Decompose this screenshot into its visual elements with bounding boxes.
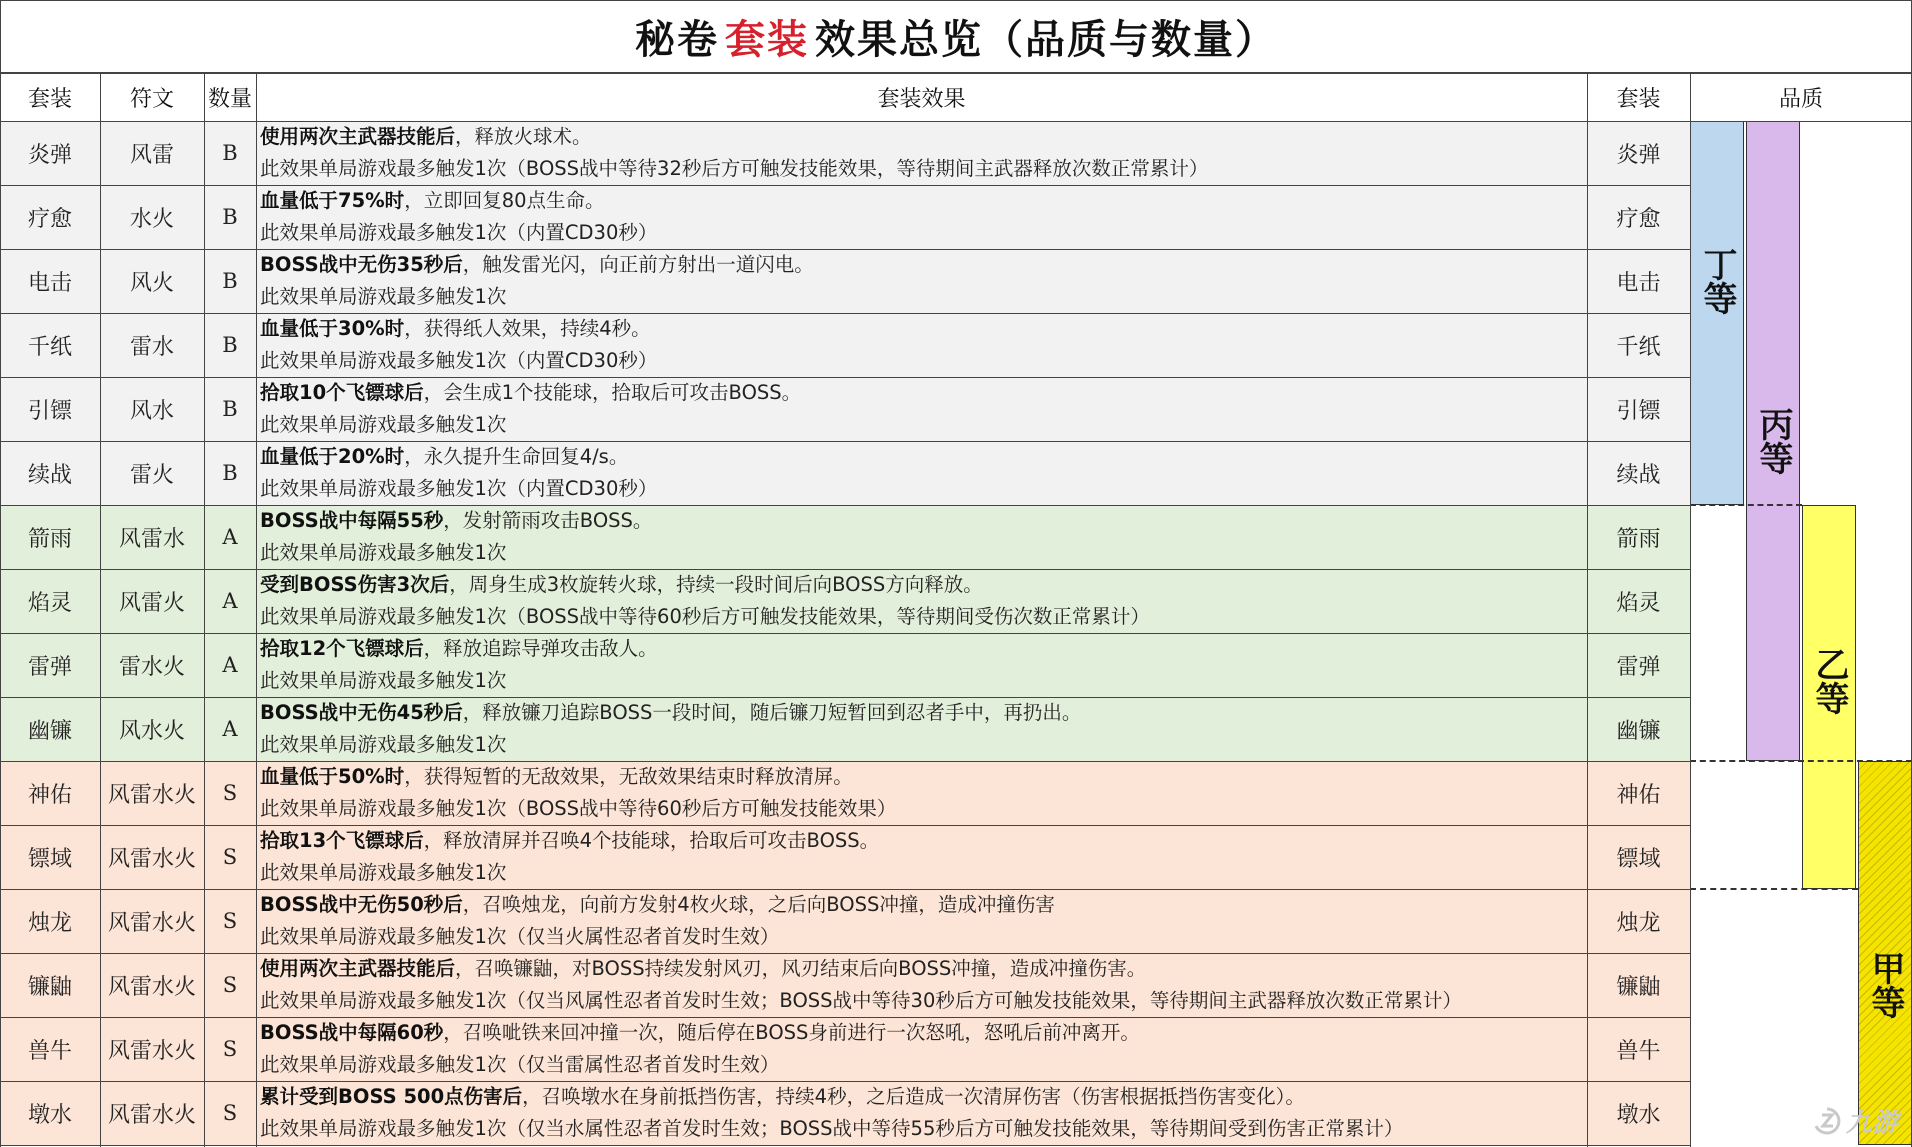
effect-description (256, 761, 1587, 825)
grid-line (0, 889, 1690, 890)
set-name: 焰灵 (0, 569, 100, 633)
set-name-right: 镰鼬 (1587, 953, 1690, 1017)
set-name-right: 箭雨 (1587, 505, 1690, 569)
watermark-logo (1812, 1102, 1898, 1139)
effect-description (256, 889, 1587, 953)
rune-combo: 水火 (100, 185, 204, 249)
grid-line (0, 953, 1690, 954)
rune-combo: 雷水 (100, 313, 204, 377)
set-name: 雷弹 (0, 633, 100, 697)
effect-trigger: 血量低于50%时 (260, 765, 405, 788)
set-name: 烛龙 (0, 889, 100, 953)
grid-line (0, 1081, 1690, 1082)
grid-line (0, 569, 1690, 570)
effect-trigger: BOSS战中每隔55秒 (260, 509, 444, 532)
rune-combo: 风雷水火 (100, 1017, 204, 1081)
header-effect: 套装效果 (877, 86, 966, 112)
piece-count: A (204, 697, 256, 761)
effect-trigger: 受到BOSS伤害3次后 (260, 573, 450, 596)
piece-count: S (204, 953, 256, 1017)
effect-limit: 此效果单局游戏最多触发1次（BOSS战中等待32秒后方可触发技能效果，等待期间主武器释放次数正常累计） (260, 156, 1209, 180)
effect-result: ，获得短暂的无敌效果，无敌效果结束时释放清屏。 (404, 765, 853, 788)
effect-trigger: 血量低于20%时 (260, 445, 405, 468)
quality-yi-label: 乙等 (1809, 647, 1849, 715)
effect-result: ，召唤烛龙，向前方发射4枚火球，之后向BOSS冲撞，造成冲撞伤害 (462, 893, 1055, 916)
effect-trigger: 累计受到BOSS 500点伤害后 (260, 1085, 523, 1108)
effect-limit: 此效果单局游戏最多触发1次 (260, 860, 507, 884)
grid-line (100, 73, 101, 1147)
piece-count: S (204, 825, 256, 889)
effect-result: ，释放追踪导弹攻击敌人。 (423, 637, 658, 660)
effect-limit: 此效果单局游戏最多触发1次 (260, 540, 507, 564)
effect-limit: 此效果单局游戏最多触发1次（BOSS战中等待60秒后方可触发技能效果） (260, 796, 897, 820)
set-name: 续战 (0, 441, 100, 505)
rune-combo: 风水 (100, 377, 204, 441)
effect-result: ，立即回复80点生命。 (404, 189, 605, 212)
grid-line (0, 1145, 1690, 1146)
grid-line (0, 441, 1690, 442)
rune-combo: 雷水火 (100, 633, 204, 697)
rune-combo: 风水火 (100, 697, 204, 761)
effect-limit: 此效果单局游戏最多触发1次 (260, 284, 507, 308)
title-highlight: 套装 (725, 17, 809, 63)
piece-count: B (204, 185, 256, 249)
effect-limit: 此效果单局游戏最多触发1次（内置CD30秒） (260, 220, 658, 244)
effect-limit: 此效果单局游戏最多触发1次 (260, 668, 507, 692)
effect-description (256, 953, 1587, 1017)
effect-description (256, 697, 1587, 761)
effect-result: ，永久提升生命回复4/s。 (404, 445, 629, 468)
piece-count: B (204, 121, 256, 185)
effect-description (256, 569, 1587, 633)
effect-result: ，召唤墩水在身前抵挡伤害，持续4秒，之后造成一次清屏伤害（伤害根据抵挡伤害变化）。 (522, 1085, 1305, 1108)
set-name: 电击 (0, 249, 100, 313)
set-name-right: 幽镰 (1587, 697, 1690, 761)
effect-trigger: BOSS战中无伤50秒后 (260, 893, 463, 916)
header-quality: 品质 (1778, 86, 1823, 112)
effect-limit: 此效果单局游戏最多触发1次 (260, 732, 507, 756)
piece-count: S (204, 889, 256, 953)
rune-combo: 风雷水火 (100, 825, 204, 889)
header-count: 数量 (207, 86, 252, 112)
effect-result: ，召唤呲铁来回冲撞一次，随后停在BOSS身前进行一次怒吼，怒吼后前冲离开。 (443, 1021, 1140, 1044)
set-name: 镰鼬 (0, 953, 100, 1017)
grid-line (0, 505, 1690, 506)
effect-description (256, 313, 1587, 377)
piece-count: B (204, 313, 256, 377)
set-name-right: 千纸 (1587, 313, 1690, 377)
grid-line (0, 73, 1, 1147)
set-name-right: 镖域 (1587, 825, 1690, 889)
piece-count: A (204, 633, 256, 697)
title-prefix: 秘卷 (635, 17, 719, 63)
grid-line (0, 249, 1690, 250)
piece-count: A (204, 505, 256, 569)
rune-combo: 雷火 (100, 441, 204, 505)
set-name-right: 疗愈 (1587, 185, 1690, 249)
set-name: 箭雨 (0, 505, 100, 569)
set-name: 引镖 (0, 377, 100, 441)
effect-limit: 此效果单局游戏最多触发1次（仅当雷属性忍者首发时生效） (260, 1052, 780, 1076)
grid-line (0, 121, 1912, 122)
rune-combo: 风雷水火 (100, 953, 204, 1017)
effect-limit: 此效果单局游戏最多触发1次（仅当火属性忍者首发时生效） (260, 924, 780, 948)
rune-combo: 风雷火 (100, 569, 204, 633)
set-name: 兽牛 (0, 1017, 100, 1081)
effect-result: ，触发雷光闪，向正前方射出一道闪电。 (462, 253, 814, 276)
grid-line (256, 73, 257, 1147)
piece-count: B (204, 441, 256, 505)
effect-limit: 此效果单局游戏最多触发1次（仅当水属性忍者首发时生效；BOSS战中等待55秒后方可触发技能效果，等待期间受到伤害正常累计） (260, 1116, 1404, 1140)
piece-count: A (204, 569, 256, 633)
grid-line (0, 825, 1690, 826)
grid-line (1690, 73, 1691, 1147)
effect-result: ，周身生成3枚旋转火球，持续一段时间后向BOSS方向释放。 (449, 573, 983, 596)
effect-result: ，获得纸人效果，持续4秒。 (404, 317, 651, 340)
effect-trigger: 血量低于75%时 (260, 189, 405, 212)
title-suffix: 效果总览（品质与数量） (815, 17, 1277, 63)
set-name-right: 续战 (1587, 441, 1690, 505)
effect-limit: 此效果单局游戏最多触发1次（BOSS战中等待60秒后方可触发技能效果，等待期间受伤次数正常累计） (260, 604, 1150, 628)
effect-description (256, 377, 1587, 441)
piece-count: S (204, 1017, 256, 1081)
effect-description (256, 249, 1587, 313)
set-name-right: 焰灵 (1587, 569, 1690, 633)
grid-line (0, 377, 1690, 378)
rune-combo: 风火 (100, 249, 204, 313)
quality-divider (1690, 760, 1912, 762)
quality-divider (1690, 504, 1802, 506)
set-name-right: 电击 (1587, 249, 1690, 313)
effect-description (256, 825, 1587, 889)
rune-combo: 风雷水 (100, 505, 204, 569)
effect-trigger: 拾取10个飞镖球后 (260, 381, 424, 404)
effect-result: ，释放镰刀追踪BOSS一段时间，随后镰刀短暂回到忍者手中，再扔出。 (462, 701, 1082, 724)
effect-limit: 此效果单局游戏最多触发1次（仅当风属性忍者首发时生效；BOSS战中等待30秒后方可触发技能效果，等待期间主武器释放次数正常累计） (260, 988, 1462, 1012)
set-name-right: 引镖 (1587, 377, 1690, 441)
piece-count: B (204, 377, 256, 441)
grid-line (0, 633, 1690, 634)
grid-line (0, 73, 1912, 74)
quality-ding-label: 丁等 (1697, 247, 1737, 315)
grid-line (0, 697, 1690, 698)
grid-line (1587, 73, 1588, 1147)
piece-count: S (204, 1081, 256, 1145)
effect-limit: 此效果单局游戏最多触发1次 (260, 412, 507, 436)
header-set-right: 套装 (1616, 86, 1661, 112)
grid-line (0, 185, 1690, 186)
effect-description (256, 441, 1587, 505)
effect-result: ，会生成1个技能球，拾取后可攻击BOSS。 (423, 381, 802, 404)
effect-trigger: BOSS战中无伤35秒后 (260, 253, 463, 276)
sheet-title (0, 0, 1912, 73)
set-name-right: 兽牛 (1587, 1017, 1690, 1081)
rune-combo: 风雷水火 (100, 1081, 204, 1145)
rune-combo: 风雷水火 (100, 889, 204, 953)
effect-description (256, 1017, 1587, 1081)
set-name: 幽镰 (0, 697, 100, 761)
effect-description (256, 185, 1587, 249)
rune-combo: 风雷 (100, 121, 204, 185)
set-name: 镖域 (0, 825, 100, 889)
quality-bing-label: 丙等 (1753, 407, 1793, 475)
effect-limit: 此效果单局游戏最多触发1次（内置CD30秒） (260, 348, 658, 372)
effect-trigger: 拾取13个飞镖球后 (260, 829, 424, 852)
effect-result: ，释放火球术。 (455, 125, 592, 148)
set-name: 炎弹 (0, 121, 100, 185)
piece-count: B (204, 249, 256, 313)
set-name-right: 墩水 (1587, 1081, 1690, 1145)
header-set: 套装 (27, 86, 72, 112)
set-name: 墩水 (0, 1081, 100, 1145)
set-name-right: 神佑 (1587, 761, 1690, 825)
set-name-right: 烛龙 (1587, 889, 1690, 953)
set-name-right: 雷弹 (1587, 633, 1690, 697)
set-name: 神佑 (0, 761, 100, 825)
effect-result: ，召唤镰鼬，对BOSS持续发射风刃，风刃结束后向BOSS冲撞，造成冲撞伤害。 (455, 957, 1147, 980)
effect-description (256, 121, 1587, 185)
grid-line (0, 1017, 1690, 1018)
effect-description (256, 1081, 1587, 1145)
effect-result: ，发射箭雨攻击BOSS。 (443, 509, 653, 532)
watermark-text: 九游 (1845, 1108, 1898, 1138)
effect-result: ，释放清屏并召唤4个技能球，拾取后可攻击BOSS。 (423, 829, 880, 852)
grid-line (204, 73, 205, 1147)
header-rune: 符文 (129, 86, 174, 112)
effect-limit: 此效果单局游戏最多触发1次（内置CD30秒） (260, 476, 658, 500)
piece-count: S (204, 761, 256, 825)
effect-trigger: BOSS战中每隔60秒 (260, 1021, 444, 1044)
effect-trigger: 使用两次主武器技能后 (260, 125, 456, 148)
quality-divider (1690, 888, 1858, 890)
set-name: 千纸 (0, 313, 100, 377)
grid-line (0, 313, 1690, 314)
effect-trigger: 使用两次主武器技能后 (260, 957, 456, 980)
grid-line (0, 761, 1690, 762)
quality-jia-label: 甲等 (1865, 951, 1905, 1019)
set-name: 疗愈 (0, 185, 100, 249)
effect-trigger: 血量低于30%时 (260, 317, 405, 340)
effect-trigger: BOSS战中无伤45秒后 (260, 701, 463, 724)
effect-description (256, 505, 1587, 569)
effect-description (256, 633, 1587, 697)
set-name-right: 炎弹 (1587, 121, 1690, 185)
effect-trigger: 拾取12个飞镖球后 (260, 637, 424, 660)
watermark-icon (1812, 1106, 1842, 1136)
rune-combo: 风雷水火 (100, 761, 204, 825)
